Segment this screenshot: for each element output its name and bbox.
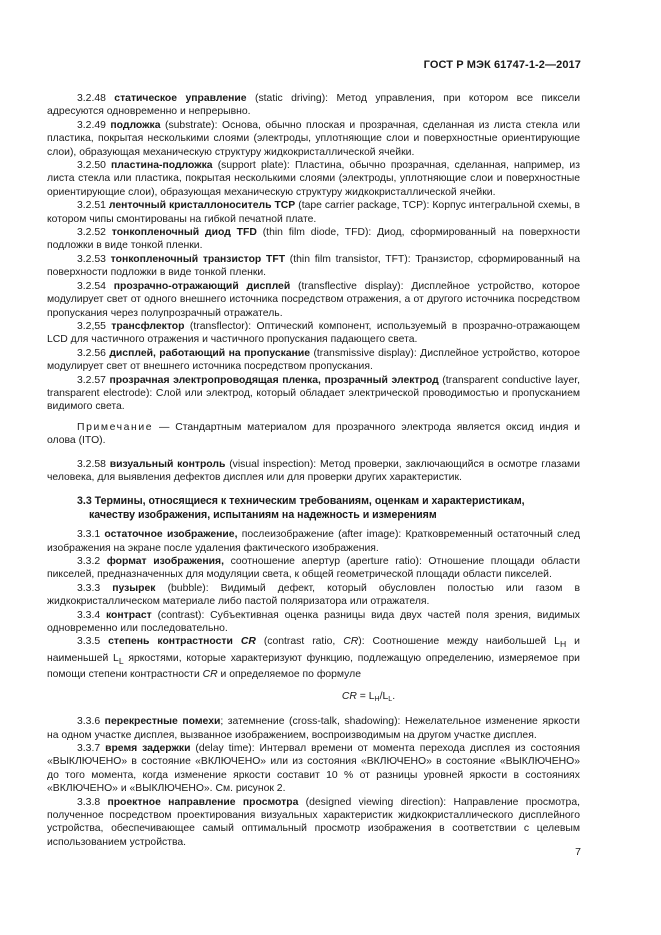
term-definition: (static driving): Метод управления, при котором все пиксели адресуются одновременно и непрерывно. <box>47 93 580 118</box>
term-definition: (transflector): Оптический компонент, используемый в прозрачно-отражающем LCD для частичного отражения и частичного пропускания падающего света. <box>47 320 581 346</box>
term-name: проектное направление просмотра <box>107 796 299 808</box>
definition-part: и определяемое по формуле <box>217 669 361 681</box>
note-text: Стандартным материалом для прозрачного электрода является оксид индия и олова (ITO). <box>47 421 580 447</box>
term-definition: соотношение апертур (aperture ratio): Отношение площади области пикселей, предназначенных для модуляции света, к общей геометрической площади области пикселей. <box>47 556 581 581</box>
term-number: 3.2.48 <box>77 93 106 104</box>
term-name: прозрачно-отражающий дисплей <box>113 280 291 292</box>
definition-part: (contrast ratio, <box>255 636 344 648</box>
definition-3-2-48 <box>47 92 580 119</box>
term-number: 3.2.50 <box>77 160 106 172</box>
definition-3-2-51 <box>47 199 580 226</box>
note-label: Примечание <box>77 421 154 433</box>
term-number: 3.3.2 <box>77 556 101 567</box>
formula-lhs: CR <box>341 690 357 702</box>
term-definition: (visual inspection): Метод проверки, заключающийся в осмотре глазами человека, для выявления дефектов дисплея или для проверки других характеристик. <box>47 458 581 483</box>
term-name: тонкопленочный диод TFD <box>111 227 257 239</box>
term-number: 3.2.54 <box>77 280 106 292</box>
term-number: 3.2,55 <box>77 320 106 332</box>
page-number: 7 <box>575 846 581 858</box>
note <box>47 421 580 448</box>
term-number: 3.2.57 <box>77 374 106 386</box>
term-name: время задержки <box>105 743 191 755</box>
term-definition: ; затемнение (cross-talk, shadowing): Нежелательное изменение яркости на одном участке дисплея, вызванное изображением, воспроизводимым на другом участке дисплея. <box>47 716 580 741</box>
term-definition: послеизображение (after image): Кратковременный остаточный след изображения на экране после удаления фактического изображения. <box>47 529 581 554</box>
definition-part: ): Соотношение между наибольшей L <box>358 636 560 648</box>
definition-3-2-54 <box>47 280 580 320</box>
term-name: ленточный кристаллоноситель TCP <box>108 200 296 212</box>
term-number: 3.3.1 <box>77 529 101 541</box>
term-name: тонкопленочный транзистор TFT <box>110 253 286 265</box>
abbrev-cr: CR <box>202 669 218 681</box>
term-definition: (tape carrier package, TCP): Корпус интегральной схемы, в котором чипы смонтированы на гибкой печатной плате. <box>47 200 580 225</box>
subscript-l: L <box>118 656 124 666</box>
term-name: контраст <box>105 609 152 621</box>
definition-3-3-3 <box>47 582 580 609</box>
term-name: пластина-подложка <box>111 160 213 172</box>
definition-part: яркостями, которые характеризуют функцию, подлежащую определению, измеряемое при помощи степени контрастности <box>47 652 580 681</box>
definition-3-3-7 <box>47 742 580 796</box>
term-number: 3.3.5 <box>77 636 101 648</box>
term-definition: (transmissive display): Дисплейное устройство, которое модулирует свет от внешнего источника посредством пропускания. <box>47 347 580 373</box>
subscript-h: H <box>559 639 567 650</box>
term-definition: (thin film transistor, TFT): Транзистор, сформированный на поверхности подложки в виде тонкой пленки. <box>47 253 580 279</box>
definition-3-3-4 <box>47 609 580 636</box>
definition-3-2-53 <box>47 253 580 280</box>
contrast-ratio-formula <box>157 690 580 706</box>
term-number: 3.3.3 <box>77 582 101 594</box>
term-number: 3.3.6 <box>77 716 101 728</box>
term-number: 3.3.4 <box>77 609 101 621</box>
definition-3-3-1 <box>47 528 580 555</box>
section-heading-3-3 <box>47 495 580 522</box>
definition-3-3-8 <box>47 796 580 850</box>
definition-3-3-2 <box>47 555 580 582</box>
formula-eq: = L <box>356 690 375 702</box>
term-number: 3.2.56 <box>77 347 106 359</box>
term-number: 3.3.8 <box>77 796 101 808</box>
formula-sub-h: H <box>374 695 380 703</box>
term-name: перекрестные помехи <box>104 716 221 728</box>
term-definition: (transflective display): Дисплейное устройство, которое модулирует свет от одного внешнего источника посредством отражения, а от другого источника посредством пропускания через полупрозрачный отражатель. <box>47 280 580 319</box>
definition-3-2-52 <box>47 226 580 253</box>
formula-end: . <box>392 690 396 702</box>
term-name: подложка <box>110 119 161 131</box>
term-definition: (contrast): Субъективная оценка разницы вида двух частей поля зрения, видимых одновременно или последовательно. <box>47 609 581 635</box>
term-number: 3.2.51 <box>77 200 106 212</box>
term-definition: (substrate): Основа, обычно плоская и прозрачная, сделанная из листа стекла или пластика, покрытая несколькими слоями (электроды, уплотняющие слои и поверхностные ориентирующие слои), образующая механическую структуру жидкокристаллической ячейки. <box>47 119 581 158</box>
definition-part: и наименьшей L <box>47 636 580 664</box>
term-definition: (designed viewing direction): Направление просмотра, полученное посредством проектирования визуальных характеристик жидкокристаллического дисплейного устройства, обеспечивающее самый оптимальный просмотр изображения в соответствии с целевым использованием устройства. <box>47 796 580 848</box>
definitions-3-2 <box>47 92 580 414</box>
term-name: пузырек <box>112 582 156 594</box>
formula-slash: /L <box>379 690 389 702</box>
term-name: визуальный контроль <box>109 458 226 470</box>
abbrev-cr: CR <box>343 636 359 648</box>
definition-3-2-58 <box>47 458 580 485</box>
term-name: остаточное изображение, <box>104 529 238 541</box>
definitions-3-3-part2 <box>47 715 580 849</box>
term-definition: (transparent conductive layer, transparent electrode): Слой или электрод, который обладает электрической проводимостью и пропусканием видимого света. <box>47 374 581 413</box>
term-name: степень контрастности <box>108 636 241 648</box>
term-number: 3.2.49 <box>77 119 106 131</box>
note-dash: — <box>153 421 176 433</box>
section-heading-line-1: 3.3 Термины, относящиеся к техническим требованиям, оценкам и характеристикам, <box>77 495 525 508</box>
term-definition: (thin film diode, TFD): Диод, сформированный на поверхности подложки в виде тонкой пленки. <box>47 227 581 252</box>
term-number: 3.3.7 <box>77 743 101 755</box>
definition-3-2-49 <box>47 119 580 159</box>
term-definition: (bubble): Видимый дефект, который обусловлен полостью или газом в жидкокристаллическом материале либо пастой поляризатора или отражателя. <box>47 582 580 608</box>
term-name: формат изображения, <box>106 556 225 567</box>
term-definition: (delay time): Интервал времени от момента перехода дисплея из состояния «ВЫКЛЮЧЕНО» в состояние «ВКЛЮЧЕНО» или из состояния «ВКЛЮЧЕНО» в состояние «ВЫКЛЮЧЕНО» до того момента, когда изменение яркости составит 10 % от разницы уровней яркости в состояниях «ВКЛЮЧЕНО» и «ВЫКЛЮЧЕНО». См. рисунок 2. <box>47 743 580 795</box>
term-name: дисплей, работающий на пропускание <box>109 347 311 359</box>
formula-sub-l: L <box>388 695 393 703</box>
document-body <box>47 92 580 849</box>
document-header: ГОСТ Р МЭК 61747-1-2—2017 <box>423 59 581 71</box>
definition-3-3-6 <box>47 715 580 742</box>
definition-3-2-57 <box>47 374 580 414</box>
definition-3-2-55 <box>47 320 580 347</box>
definitions-3-3-part1 <box>47 528 580 635</box>
term-name: трансфлектор <box>111 320 185 332</box>
term-number: 3.2.52 <box>77 227 106 239</box>
term-abbrev: CR <box>240 636 256 648</box>
section-heading-line-2: качеству изображения, испытаниям на надежность и измерениям <box>89 508 437 521</box>
term-name: прозрачная электропроводящая пленка, прозрачный электрод <box>109 374 439 386</box>
definition-3-2-50 <box>47 159 580 199</box>
term-number: 3.2.53 <box>77 253 106 265</box>
definition-3-3-5 <box>47 635 580 681</box>
term-number: 3.2.58 <box>77 458 106 470</box>
term-name: статическое управление <box>114 93 247 104</box>
term-definition: (support plate): Пластина, обычно прозрачная, сделанная, например, из листа стекла или пластика, покрытая несколькими слоями (электроды, уплотняющие слои и поверхностные ориентирующие слои), образующая механическую структуру жидкокристаллической ячейки. <box>47 160 581 198</box>
definition-3-2-56 <box>47 347 580 374</box>
